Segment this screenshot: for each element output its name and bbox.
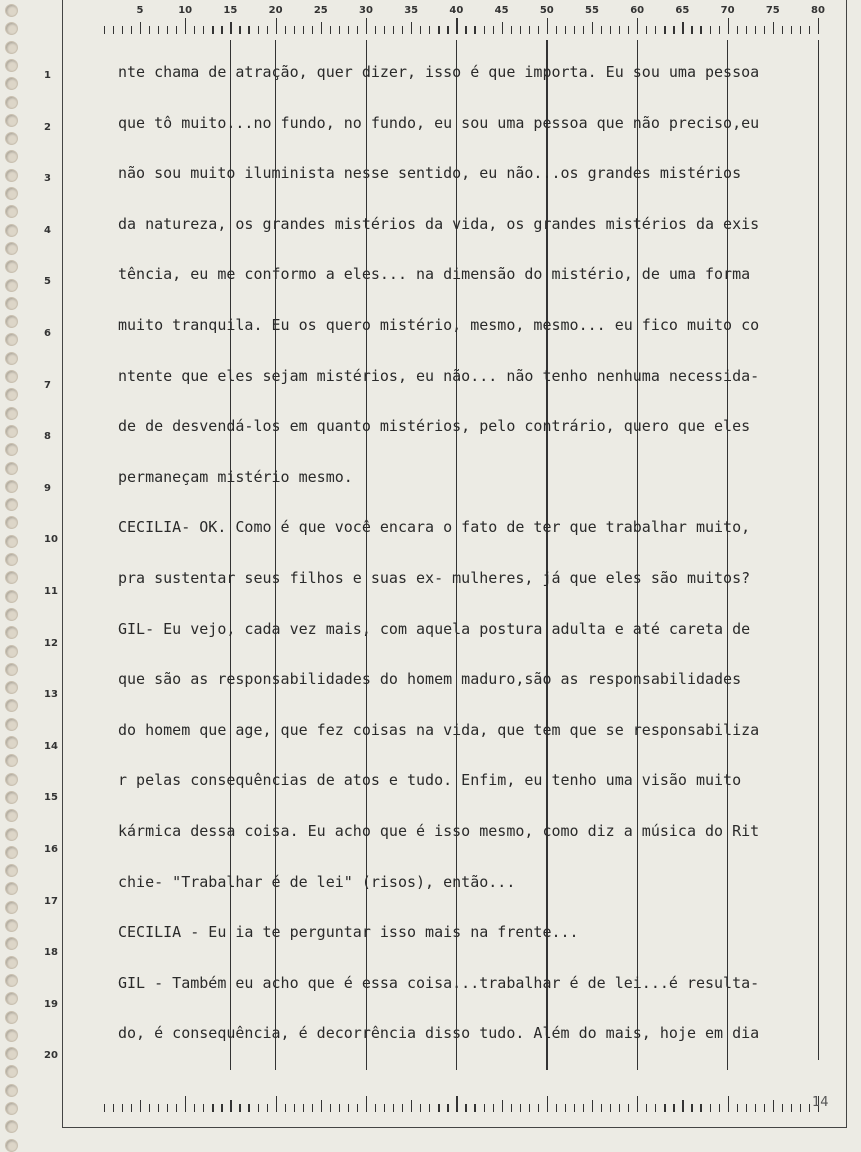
column-guide-line	[637, 40, 638, 1070]
binder-hole	[5, 663, 18, 676]
ruler-tick	[113, 26, 114, 34]
line-number: 7	[44, 379, 51, 391]
ruler-tick	[502, 1100, 503, 1112]
line-number: 5	[44, 276, 51, 288]
ruler-tick	[357, 1104, 358, 1112]
binder-hole	[5, 773, 18, 786]
ruler-tick	[185, 1096, 186, 1112]
typed-line: permaneçam mistério mesmo.	[118, 467, 353, 486]
ruler-tick	[511, 1104, 512, 1112]
ruler-tick	[438, 26, 439, 34]
ruler-tick	[601, 26, 602, 34]
typed-line: do homem que age, que fez coisas na vida, que tem que se responsabiliza	[118, 720, 760, 739]
ruler-tick	[131, 26, 132, 34]
ruler-tick	[348, 26, 349, 34]
ruler-tick	[185, 18, 186, 34]
ruler-label: 45	[494, 5, 509, 16]
ruler-tick	[502, 22, 503, 34]
binder-hole	[5, 828, 18, 841]
ruler-tick	[267, 26, 268, 34]
ruler-tick	[764, 1104, 765, 1112]
ruler-label: 70	[720, 5, 735, 16]
binder-hole	[5, 150, 18, 163]
typed-line: de de desvendá-los em quanto mistérios, pelo contrário, quero que eles	[118, 417, 751, 436]
ruler-tick	[276, 1096, 277, 1112]
ruler-label: 50	[539, 5, 554, 16]
line-number: 4	[44, 224, 51, 236]
ruler-tick	[212, 1104, 213, 1112]
binder-hole	[5, 846, 18, 859]
ruler-label: 55	[585, 5, 599, 16]
ruler-tick	[583, 26, 584, 34]
line-number: 3	[44, 173, 51, 185]
ruler-tick	[239, 1104, 240, 1112]
line-number: 15	[44, 792, 58, 804]
ruler-tick	[791, 26, 792, 34]
ruler-label: 80	[811, 5, 825, 16]
ruler-tick	[655, 1104, 656, 1112]
typed-line: não sou muito iluminista nesse sentido, eu não...os grandes mistérios	[118, 164, 742, 183]
ruler-tick	[610, 1104, 611, 1112]
binder-hole	[5, 352, 18, 365]
ruler-tick	[628, 1104, 629, 1112]
ruler-tick	[285, 26, 286, 34]
ruler-tick	[719, 1104, 720, 1112]
binder-hole	[5, 462, 18, 475]
binder-hole	[5, 992, 18, 1005]
ruler-tick	[140, 1100, 141, 1112]
line-number: 11	[44, 586, 58, 597]
ruler-tick	[601, 1104, 602, 1112]
ruler-tick	[737, 1104, 738, 1112]
ruler-tick	[728, 18, 729, 34]
ruler-tick	[710, 26, 711, 34]
binder-hole	[5, 41, 18, 54]
binder-hole	[5, 388, 18, 401]
ruler-tick	[230, 1100, 231, 1112]
line-number: 10	[44, 534, 58, 546]
ruler-tick	[520, 1104, 521, 1112]
ruler-tick	[493, 1104, 494, 1112]
typed-line: GIL - Também eu acho que é essa coisa...trabalhar é de lei...é resulta-	[118, 973, 760, 992]
ruler-label: 35	[404, 5, 419, 16]
binder-hole	[5, 22, 18, 35]
ruler-tick	[583, 1104, 584, 1112]
typed-line: kármica dessa coisa. Eu acho que é isso mesmo, como diz a música do Rit	[118, 822, 760, 840]
typed-line: da natureza, os grandes mistérios da vida, os grandes mistérios da exis	[118, 214, 760, 233]
ruler-tick	[746, 1104, 747, 1112]
line-number: 1	[44, 70, 51, 81]
line-number: 6	[44, 328, 51, 339]
binder-hole	[5, 1065, 18, 1078]
ruler-tick	[402, 1104, 403, 1112]
binder-hole	[5, 1047, 18, 1060]
binder-hole	[5, 1084, 18, 1097]
ruler-tick	[402, 26, 403, 34]
ruler-tick	[737, 26, 738, 34]
spiral-binding	[0, 0, 38, 1140]
binder-hole	[5, 956, 18, 969]
ruler-tick	[104, 26, 105, 34]
ruler-tick	[384, 1104, 385, 1112]
line-number: 14	[44, 740, 58, 752]
ruler-tick	[167, 1104, 168, 1112]
binder-hole	[5, 279, 18, 292]
ruler-tick	[556, 1104, 557, 1112]
binder-hole	[5, 571, 18, 584]
typed-line: muito tranquila. Eu os quero mistério, mesmo, mesmo... eu fico muito co	[118, 316, 760, 334]
ruler-tick	[375, 1104, 376, 1112]
ruler-tick	[547, 18, 548, 34]
ruler-tick	[664, 26, 665, 34]
ruler-tick	[375, 26, 376, 34]
column-guide-line	[366, 40, 367, 1070]
binder-hole	[5, 96, 18, 109]
binder-hole	[5, 901, 18, 914]
typed-line: r pelas consequências de atos e tudo. Enfim, eu tenho uma visão muito	[118, 771, 742, 790]
column-guide-line	[275, 40, 276, 1070]
binder-hole	[5, 187, 18, 200]
ruler-label: 30	[359, 5, 373, 16]
binder-hole	[5, 1011, 18, 1024]
binder-hole	[5, 4, 18, 17]
ruler-tick	[221, 1104, 222, 1112]
binder-hole	[5, 553, 18, 566]
ruler-tick	[366, 1096, 367, 1112]
binder-hole	[5, 333, 18, 346]
binder-hole	[5, 443, 18, 456]
ruler-label: 75	[765, 5, 780, 16]
ruler-tick	[203, 1104, 204, 1112]
line-number: 17	[44, 895, 58, 907]
line-number: 18	[44, 947, 58, 959]
ruler-tick	[176, 1104, 177, 1112]
ruler-tick	[484, 26, 485, 34]
ruler-tick	[673, 1104, 674, 1112]
typed-line: ntente que eles sejam mistérios, eu não... não tenho nenhuma necessida-	[118, 366, 760, 385]
binder-hole	[5, 132, 18, 145]
ruler-tick	[456, 18, 457, 34]
ruler-tick	[339, 26, 340, 34]
ruler-tick	[276, 18, 277, 34]
page-number: 14	[812, 1095, 829, 1110]
ruler-tick	[773, 1100, 774, 1112]
typed-line: que são as responsabilidades do homem maduro,são as responsabilidades	[118, 670, 742, 689]
ruler-label: 60	[630, 5, 645, 16]
ruler-tick	[682, 22, 683, 34]
binder-hole	[5, 919, 18, 932]
ruler-tick	[511, 26, 512, 34]
ruler-tick	[149, 26, 150, 34]
ruler-tick	[393, 26, 394, 34]
binder-hole	[5, 205, 18, 218]
binder-hole	[5, 260, 18, 273]
ruler-tick	[800, 26, 801, 34]
ruler-tick	[809, 1104, 810, 1112]
binder-hole	[5, 626, 18, 639]
ruler-tick	[393, 1104, 394, 1112]
binder-hole	[5, 681, 18, 694]
ruler-tick	[122, 1104, 123, 1112]
binder-hole	[5, 864, 18, 877]
ruler-tick	[113, 1104, 114, 1112]
ruler-tick	[700, 1104, 701, 1112]
binder-hole	[5, 315, 18, 328]
ruler-tick	[565, 1104, 566, 1112]
ruler-tick	[248, 1104, 249, 1112]
ruler-tick	[728, 1096, 729, 1112]
ruler-tick	[538, 1104, 539, 1112]
binder-hole	[5, 407, 18, 420]
ruler-tick	[474, 26, 475, 34]
ruler-tick	[710, 1104, 711, 1112]
ruler-label: 20	[268, 5, 283, 16]
binder-hole	[5, 809, 18, 822]
line-number: 9	[44, 482, 51, 494]
ruler-label: 15	[223, 5, 238, 16]
ruler-tick	[348, 1104, 349, 1112]
ruler-tick	[248, 26, 249, 34]
ruler-tick	[366, 18, 367, 34]
typed-line: pra sustentar seus filhos e suas ex- mulheres, já que eles são muitos?	[118, 569, 751, 587]
ruler-tick	[420, 1104, 421, 1112]
ruler-tick	[357, 26, 358, 34]
binder-hole	[5, 1139, 18, 1152]
line-number: 13	[44, 689, 58, 701]
ruler-tick	[221, 26, 222, 34]
ruler-tick	[538, 26, 539, 34]
typed-line: nte chama de atração, quer dizer, isso é que importa. Eu sou uma pessoa	[118, 63, 760, 81]
ruler-tick	[484, 1104, 485, 1112]
ruler-tick	[330, 1104, 331, 1112]
ruler-tick	[764, 26, 765, 34]
ruler-tick	[294, 1104, 295, 1112]
line-number: 8	[44, 431, 51, 443]
binder-hole	[5, 498, 18, 511]
ruler-tick	[321, 22, 322, 34]
ruler-tick	[610, 26, 611, 34]
ruler-tick	[529, 26, 530, 34]
ruler-label: 65	[675, 5, 690, 16]
ruler-tick	[565, 26, 566, 34]
ruler-tick	[429, 1104, 430, 1112]
ruler-tick	[330, 26, 331, 34]
column-guide-line	[818, 40, 819, 1060]
ruler-tick	[321, 1100, 322, 1112]
binder-hole	[5, 1102, 18, 1115]
binder-hole	[5, 699, 18, 712]
column-guide-line	[230, 40, 231, 1070]
ruler-tick	[131, 1104, 132, 1112]
ruler-tick	[782, 1104, 783, 1112]
ruler-tick	[194, 26, 195, 34]
ruler-label: 5	[136, 5, 144, 16]
binder-hole	[5, 791, 18, 804]
ruler-tick	[673, 26, 674, 34]
ruler-tick	[339, 1104, 340, 1112]
binder-hole	[5, 754, 18, 767]
binder-hole	[5, 974, 18, 987]
typed-line: GIL- Eu vejo, cada vez mais, com aquela postura adulta e até careta de	[118, 619, 751, 638]
ruler-tick	[176, 26, 177, 34]
ruler-tick	[312, 26, 313, 34]
typed-line: CECILIA- OK. Como é que você encara o fato de ter que trabalhar muito,	[118, 518, 751, 537]
line-number: 2	[44, 121, 51, 133]
binder-hole	[5, 1120, 18, 1133]
ruler-tick	[547, 1096, 548, 1112]
ruler-tick	[529, 1104, 530, 1112]
ruler-tick	[384, 26, 385, 34]
binder-hole	[5, 718, 18, 731]
ruler-tick	[646, 26, 647, 34]
ruler-tick	[592, 1100, 593, 1112]
ruler-tick	[447, 1104, 448, 1112]
ruler-tick	[791, 1104, 792, 1112]
binder-hole	[5, 535, 18, 548]
binder-hole	[5, 59, 18, 72]
ruler-tick	[465, 1104, 466, 1112]
line-number: 19	[44, 998, 58, 1010]
line-number: 20	[44, 1050, 58, 1062]
column-guide-line	[456, 40, 457, 1070]
ruler-tick	[411, 1100, 412, 1112]
ruler-tick	[158, 26, 159, 34]
typed-line: tência, eu me conformo a eles... na dimensão do mistério, de uma forma	[118, 265, 751, 284]
binder-hole	[5, 114, 18, 127]
ruler-tick	[474, 1104, 475, 1112]
ruler-tick	[303, 1104, 304, 1112]
ruler-tick	[746, 26, 747, 34]
binder-hole	[5, 370, 18, 383]
ruler-label: 25	[313, 5, 328, 16]
ruler-tick	[682, 1100, 683, 1112]
ruler-label: 40	[449, 5, 464, 16]
ruler-tick	[520, 26, 521, 34]
column-guide-line	[546, 40, 547, 1070]
ruler-tick	[655, 26, 656, 34]
line-number: 12	[44, 637, 58, 649]
ruler-tick	[574, 26, 575, 34]
ruler-tick	[637, 18, 638, 34]
ruler-tick	[411, 22, 412, 34]
binder-hole	[5, 297, 18, 310]
ruler-tick	[719, 26, 720, 34]
ruler-tick	[818, 18, 819, 34]
ruler-tick	[194, 1104, 195, 1112]
ruler-tick	[809, 26, 810, 34]
binder-hole	[5, 590, 18, 603]
ruler-tick	[212, 26, 213, 34]
typed-line: CECILIA - Eu ia te perguntar isso mais na frente...	[118, 923, 579, 942]
ruler-tick	[619, 26, 620, 34]
ruler-tick	[239, 26, 240, 34]
ruler-tick	[140, 22, 141, 34]
binder-hole	[5, 736, 18, 749]
binder-hole	[5, 516, 18, 529]
ruler-tick	[429, 26, 430, 34]
ruler-tick	[285, 1104, 286, 1112]
ruler-tick	[592, 22, 593, 34]
binder-hole	[5, 645, 18, 658]
ruler-tick	[691, 26, 692, 34]
ruler-tick	[691, 1104, 692, 1112]
ruler-tick	[258, 26, 259, 34]
ruler-tick	[800, 1104, 801, 1112]
ruler-tick	[203, 26, 204, 34]
binder-hole	[5, 1029, 18, 1042]
ruler-tick	[782, 26, 783, 34]
ruler-tick	[438, 1104, 439, 1112]
ruler-tick	[556, 26, 557, 34]
typed-line: que tô muito...no fundo, no fundo, eu sou uma pessoa que não preciso,eu	[118, 113, 760, 132]
ruler-tick	[465, 26, 466, 34]
ruler-tick	[619, 1104, 620, 1112]
ruler-tick	[628, 26, 629, 34]
ruler-tick	[700, 26, 701, 34]
binder-hole	[5, 224, 18, 237]
typed-line: do, é consequência, é decorrência disso tudo. Além do mais, hoje em dia	[118, 1024, 760, 1043]
binder-hole	[5, 480, 18, 493]
ruler-tick	[158, 1104, 159, 1112]
ruler-tick	[294, 26, 295, 34]
binder-hole	[5, 882, 18, 895]
line-number: 16	[44, 844, 58, 855]
ruler-tick	[456, 1096, 457, 1112]
column-guide-line	[727, 40, 728, 1070]
ruler-tick	[755, 26, 756, 34]
ruler-tick	[149, 1104, 150, 1112]
ruler-tick	[122, 26, 123, 34]
ruler-label: 10	[178, 5, 193, 16]
ruler-tick	[637, 1096, 638, 1112]
binder-hole	[5, 77, 18, 90]
ruler-tick	[230, 22, 231, 34]
typed-line: chie- "Trabalhar é de lei" (risos), então...	[118, 872, 516, 891]
binder-hole	[5, 242, 18, 255]
ruler-tick	[447, 26, 448, 34]
binder-hole	[5, 937, 18, 950]
ruler-tick	[267, 1104, 268, 1112]
ruler-tick	[303, 26, 304, 34]
ruler-tick	[167, 26, 168, 34]
binder-hole	[5, 425, 18, 438]
ruler-tick	[258, 1104, 259, 1112]
ruler-tick	[755, 1104, 756, 1112]
binder-hole	[5, 169, 18, 182]
ruler-tick	[574, 1104, 575, 1112]
ruler-tick	[420, 26, 421, 34]
ruler-tick	[646, 1104, 647, 1112]
ruler-tick	[104, 1104, 105, 1112]
ruler-tick	[312, 1104, 313, 1112]
ruler-tick	[773, 22, 774, 34]
ruler-tick	[493, 26, 494, 34]
ruler-tick	[664, 1104, 665, 1112]
binder-hole	[5, 608, 18, 621]
